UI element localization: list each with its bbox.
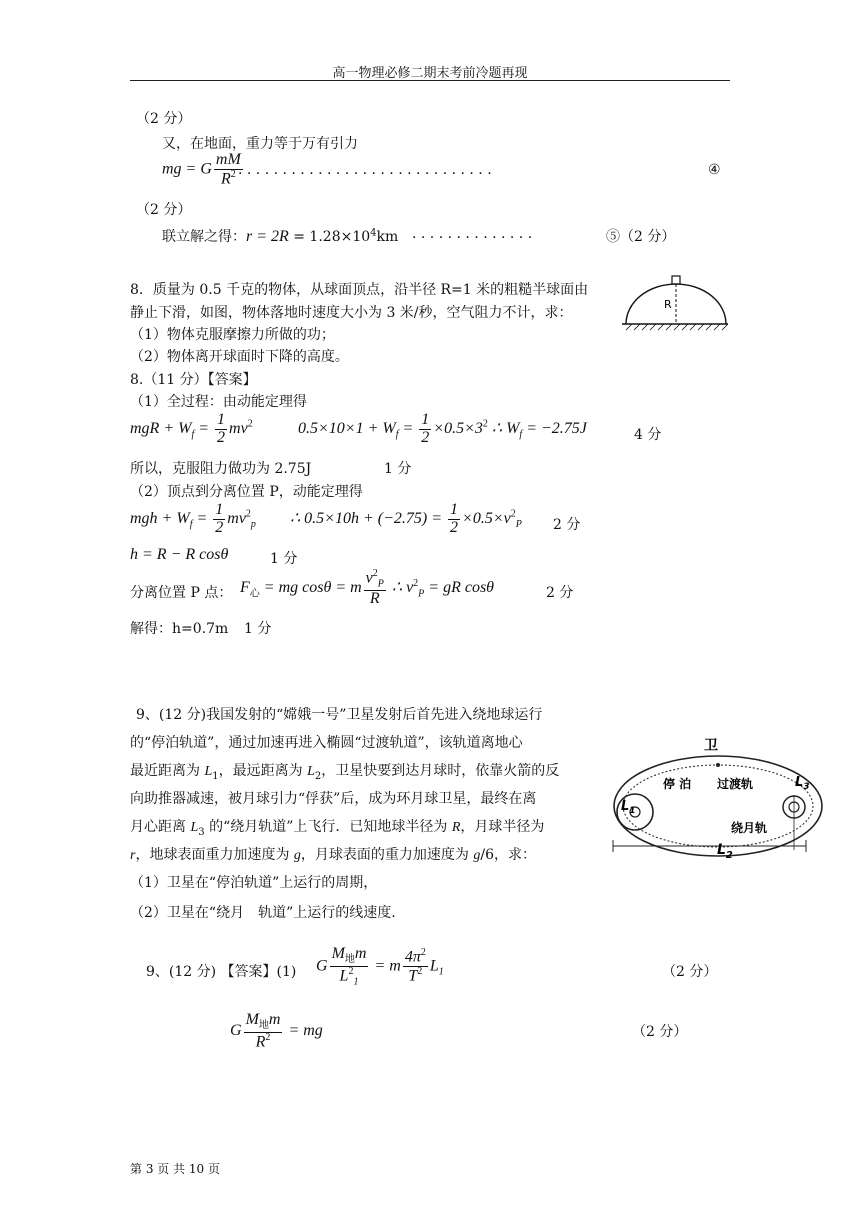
equation-number: ④: [708, 162, 721, 178]
page-footer: 第 3 页 共 10 页: [130, 1162, 220, 1176]
score-note: （2 分）: [136, 202, 192, 218]
leader-dots: . . . . . . . . . . . . . . . . . . . . . . . . . . . . .: [238, 162, 492, 178]
result-line: 联立解之得：$r = 2R = 1.28\times 10^4km$: [162, 227, 399, 245]
energy-equation-2: $0.5\times 10\times 1 + W_f$ = $\frac{1}{2}$ $\times 0.5\times 3^2$ ∴ $W_f = -2.75J$: [298, 411, 587, 446]
orbit-equation: G $M_地m$ $L^2_1$ = m $\frac{4\pi^2}{T^2}$ $L_1$: [316, 945, 444, 988]
score-note: （2 分）: [632, 1024, 688, 1040]
sub-question: （1）物体克服摩擦力所做的功；: [130, 327, 335, 343]
parking-label: 停 泊: [663, 777, 692, 791]
question-text: 向助推器减速，被月球引力“俘获”后，成为环月球卫星，最终在离: [130, 791, 537, 807]
header-rule: [130, 80, 730, 81]
hemisphere-figure: [620, 270, 730, 334]
radius-label: R: [664, 298, 672, 311]
score-note: （2 分）: [136, 111, 192, 127]
page-header: 高一物理必修二期末考前冷题再现: [332, 66, 528, 81]
satellite-label: 卫: [704, 738, 718, 754]
step-title: （1）全过程：由动能定理得: [130, 394, 307, 410]
L1-label: $L_1$: [621, 799, 636, 816]
lunar-orbit-label: 绕月轨: [731, 821, 768, 835]
score-note: 1 分: [384, 461, 412, 477]
energy-equation-3b: ∴ 0.5×10h + (−2.75) = $\frac{1}{2}$ $\times 0.5\times v^2_P$: [290, 501, 522, 536]
outer-ellipse: [614, 756, 822, 856]
L2-label: $L_2$: [717, 842, 733, 861]
surface-gravity-equation: G $M_地m$ $R^2$ = mg: [230, 1011, 323, 1051]
sub-question: （1）卫星在“停泊轨道”上运行的周期，: [130, 875, 378, 891]
ground-hatching: [626, 324, 728, 330]
energy-equation-1: mgR + $W_f$ = $\frac{1}{2}$ $mv^2$: [130, 411, 253, 446]
question-text: 8．质量为 0.5 千克的物体，从球面顶点，沿半径 R=1 米的粗糙半球面由: [130, 282, 589, 298]
step-title: 分离位置 P 点：: [130, 585, 233, 601]
sub-question: （2）物体离开球面时下降的高度。: [130, 349, 349, 365]
equation-number: ⑤（2 分）: [606, 229, 676, 245]
conclusion-line: 所以，克服阻力做功为 2.75J: [130, 461, 312, 477]
text-line: 又，在地面，重力等于万有引力: [162, 136, 358, 152]
answer-heading: 9、(12 分) 【答案】(1): [146, 964, 297, 980]
orbit-figure: [605, 730, 835, 865]
energy-equation-3: mgh + $W_f$ = $\frac{1}{2}$ $mv^2_p$: [130, 501, 256, 536]
L3-label: $L_3$: [795, 775, 810, 792]
transfer-label: 过渡轨: [717, 777, 754, 791]
sub-question: （2）卫星在“绕月 轨道”上运行的线速度.: [130, 905, 396, 921]
question-text: 最近距离为 $L_1$，最远距离为 $L_2$，卫星快要到达月球时，依靠火箭的反: [130, 763, 560, 782]
step-title: （2）顶点到分离位置 P，动能定理得: [130, 484, 363, 500]
score-note: （2 分）: [662, 964, 718, 980]
leader-dots: . . . . . . . . . . . . . .: [412, 226, 533, 242]
question-text: 月心距离 $L_3$ 的“绕月轨道”上飞行．已知地球半径为 R，月球半径为: [130, 819, 545, 838]
score-note: 1 分: [270, 551, 298, 567]
answer-heading: 8.（11 分）【答案】: [130, 372, 257, 388]
height-equation: h = R − R cosθ: [130, 546, 229, 563]
score-note: 1 分: [244, 621, 272, 637]
question-text: 9、(12 分)我国发射的“嫦娥一号”卫星发射后首先进入绕地球运行: [136, 707, 543, 723]
solution-line: 解得：h=0.7m: [130, 621, 229, 637]
question-text: 静止下滑，如图，物体落地时速度大小为 3 米/秒，空气阻力不计，求：: [130, 305, 573, 321]
score-note: 4 分: [634, 427, 662, 443]
question-text: r，地球表面重力加速度为 g，月球表面的重力加速度为 g/6，求：: [130, 847, 536, 863]
question-text: 的“停泊轨道”，通过加速再进入椭圆“过渡轨道”，该轨道离地心: [130, 735, 523, 751]
score-note: 2 分: [553, 517, 581, 533]
centripetal-equation: $F_心$ = mg cosθ = m $\frac{v^2_P}{R}$ ∴ $v^2_P$ = gR cosθ: [240, 568, 495, 608]
satellite-icon: [716, 763, 720, 767]
gravity-equation: mg = G $\frac{mM}{R^2}$: [162, 151, 241, 188]
score-note: 2 分: [546, 585, 574, 601]
block-on-top: [672, 276, 680, 284]
